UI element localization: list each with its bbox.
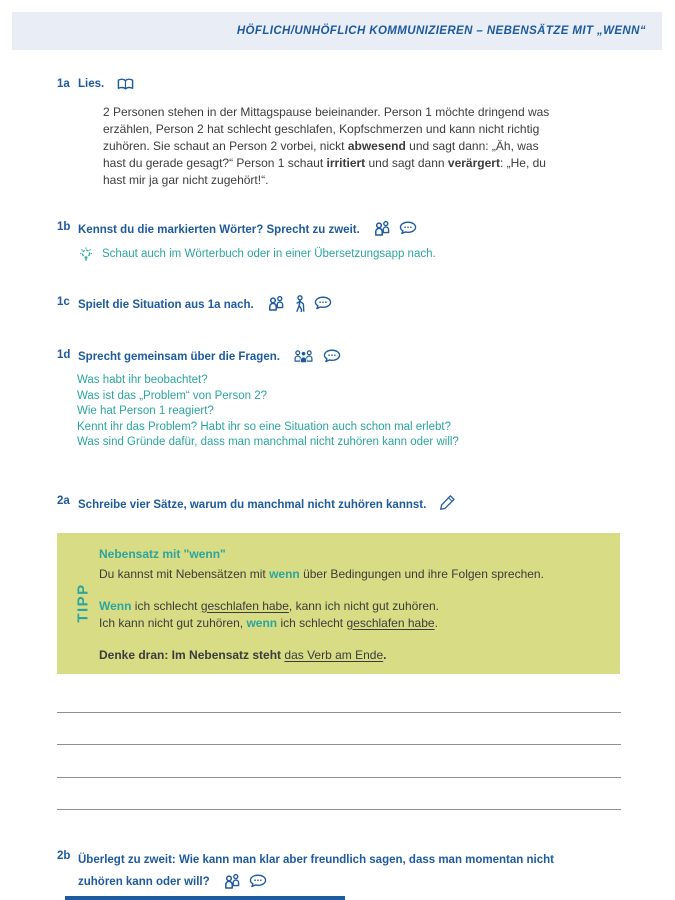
writing-line xyxy=(57,744,621,745)
task-number: 2a xyxy=(57,494,70,507)
section-1d-heading xyxy=(57,348,621,365)
reading-text: 2 Personen stehen in der Mittagspause beieinander. Person 1 möchte dringend was erzählen, Person 2 hat schlecht geschlafen, Kopfschmerzen und kann nicht richtig zuhören. Sie schaut an Person 2 vorbei, nickt abwesend und sagt dann: „Äh, was hast du gerade gesagt?“ Person 1 schaut irritiert und sagt dann verärgert: „He, du hast mir ja gar nicht zugehört!“. xyxy=(103,105,550,187)
question-item: Was habt ihr beobachtet? xyxy=(77,374,208,386)
task-instruction: Lies. xyxy=(78,78,105,90)
tip-note: Denke dran: Im Nebensatz steht das Verb am Ende. xyxy=(99,647,387,662)
task-number: 1b xyxy=(57,221,71,233)
hint-text: Schaut auch im Wörterbuch oder in einer Übersetzungsapp nach. xyxy=(102,248,436,260)
task-instruction: Kennst du die markierten Wörter? Sprecht zu zweit. xyxy=(78,220,417,238)
task-icons xyxy=(373,220,417,236)
task-icons xyxy=(117,77,134,91)
pencil-icon xyxy=(439,494,456,511)
question-item: Was sind Gründe dafür, dass man manchmal nicht zuhören kann oder will? xyxy=(77,436,459,448)
book-icon xyxy=(117,77,134,91)
tip-box-label: TIPP xyxy=(74,583,92,623)
section-1c-heading xyxy=(57,295,621,313)
section-1b-heading xyxy=(57,220,621,238)
actor-icon xyxy=(293,295,305,313)
speech-bubble-icon xyxy=(323,348,341,363)
pair-icon xyxy=(373,220,390,236)
task-instruction: Spielt die Situation aus 1a nach. xyxy=(78,295,332,313)
group-icon xyxy=(293,348,314,363)
header-band xyxy=(12,12,662,50)
tip-box xyxy=(57,533,620,674)
task-instruction: Sprecht gemeinsam über die Fragen. xyxy=(78,348,341,365)
tip-hint-line xyxy=(78,246,621,262)
section-2a-heading xyxy=(57,494,621,513)
tip-example-sentences: Wenn ich schlecht geschlafen habe, kann ich nicht gut zuhören. Ich kann nicht gut zuhören, wenn ich schlecht geschlafen habe. xyxy=(99,598,439,630)
question-item: Kennt ihr das Problem? Habt ihr so eine Situation auch schon mal erlebt? xyxy=(77,420,451,433)
speech-bubble-icon xyxy=(399,220,417,235)
task-icons xyxy=(293,348,341,363)
task-instruction: Überlegt zu zweit: Wie kann man klar aber freundlich sagen, dass man momentan nicht zuhören kann oder will? xyxy=(78,853,554,888)
page-title: HÖFLICH/UNHÖFLICH KOMMUNIZIEREN – NEBENSÄTZE MIT „WENN“ xyxy=(236,25,646,37)
tip-title: Nebensatz mit "wenn" xyxy=(99,546,226,561)
writing-line xyxy=(57,777,621,778)
section-1a-heading xyxy=(57,77,621,92)
question-item: Was ist das „Problem“ von Person 2? xyxy=(77,389,268,402)
section-2b-heading xyxy=(57,849,621,893)
task-number: 1c xyxy=(57,296,70,308)
pair-icon xyxy=(267,295,284,311)
task-icons xyxy=(223,873,267,889)
task-number: 2b xyxy=(57,849,71,862)
task-icons xyxy=(267,295,332,313)
lightbulb-icon xyxy=(78,246,94,262)
task-icons xyxy=(439,494,456,511)
discussion-questions xyxy=(77,373,621,451)
question-item: Wie hat Person 1 reagiert? xyxy=(77,405,214,417)
tip-intro: Du kannst mit Nebensätzen mit wenn über Bedingungen und ihre Folgen sprechen. xyxy=(99,566,544,581)
footer-bar xyxy=(65,896,345,900)
speech-bubble-icon xyxy=(249,873,267,888)
task-instruction: Schreibe vier Sätze, warum du manchmal nicht zuhören kannst. xyxy=(78,494,456,513)
pair-icon xyxy=(223,873,240,889)
writing-line xyxy=(57,712,621,713)
task-number: 1d xyxy=(57,349,71,361)
speech-bubble-icon xyxy=(314,295,332,310)
task-number: 1a xyxy=(57,78,70,90)
writing-line xyxy=(57,809,621,810)
worksheet-content xyxy=(57,50,621,893)
